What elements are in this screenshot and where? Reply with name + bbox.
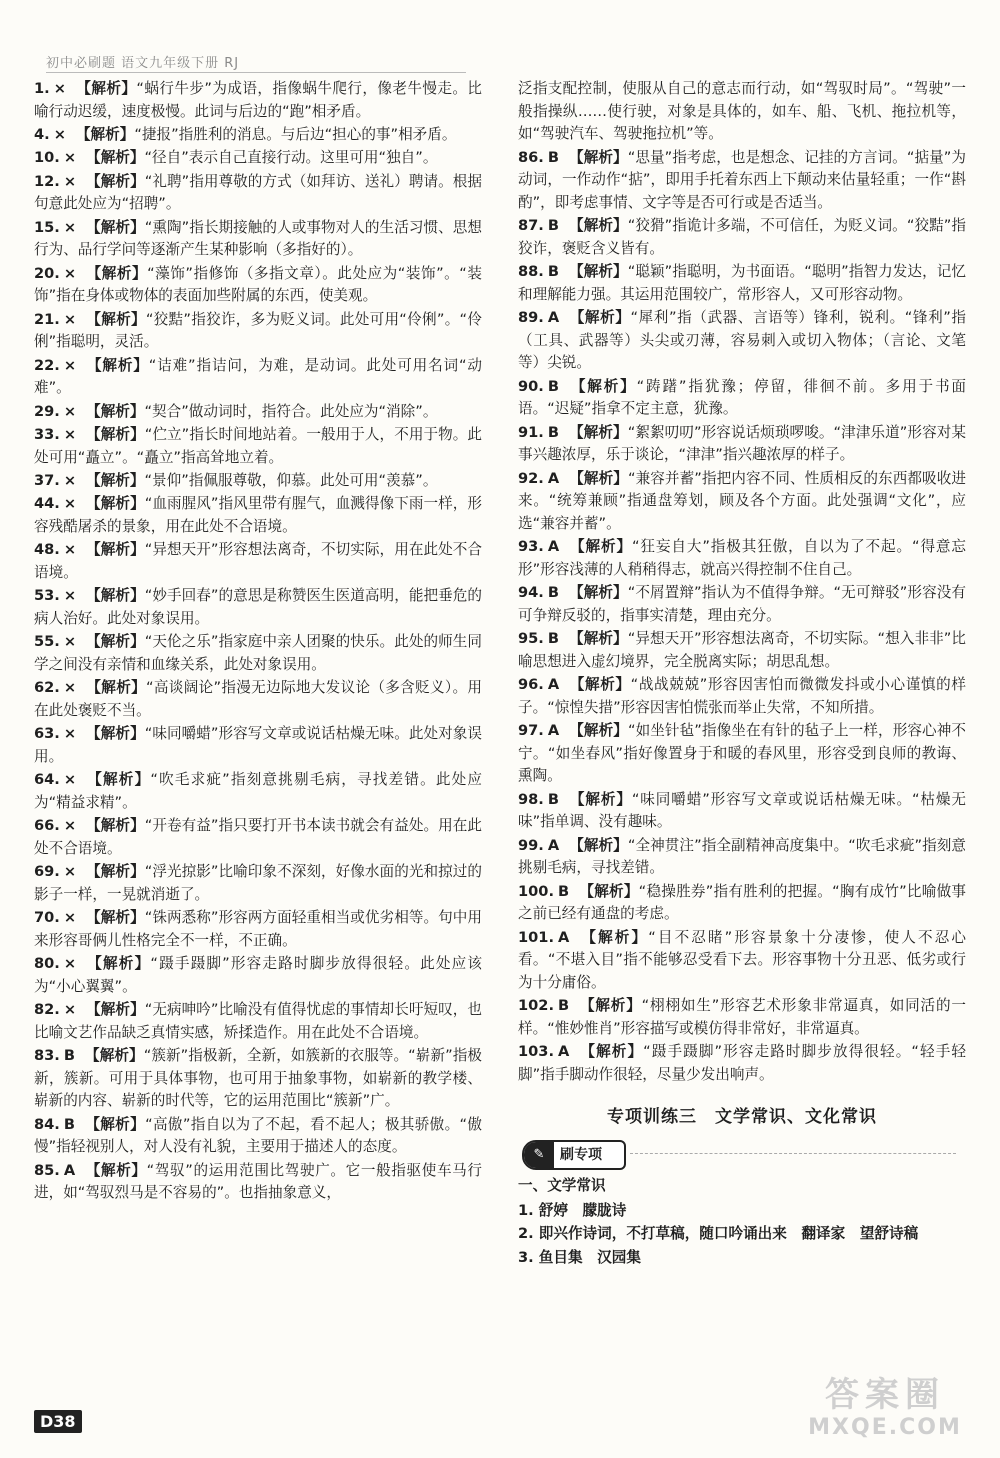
entry-num: 53. bbox=[34, 587, 60, 605]
entry-num: 84. bbox=[34, 1115, 60, 1133]
lit-item: 1. 舒婷 朦胧诗 bbox=[518, 1201, 627, 1219]
entry-text: “藻饰”指修饰（多指文章）。此处应为“装饰”。“装饰”指在身体或物体的表面加些附属的东西，使美观。 bbox=[34, 264, 482, 305]
entry-num: 92. bbox=[518, 469, 544, 487]
entry-num: 63. bbox=[34, 725, 60, 743]
entry-tag: 【解析】 bbox=[86, 771, 151, 789]
entry-ans: × bbox=[63, 149, 77, 167]
entry-ans: B bbox=[558, 882, 570, 900]
entry-tag: 【解析】 bbox=[86, 472, 145, 490]
entry-text: “血雨腥风”指风里带有腥气，血溅得像下雨一样，形容残酷屠杀的景象，用在此处不合语境。 bbox=[34, 495, 482, 536]
entry-tag: 【解析】 bbox=[569, 309, 631, 327]
entry-ans: A bbox=[547, 836, 560, 854]
entry-num: 64. bbox=[34, 771, 60, 789]
answer-entry bbox=[518, 307, 966, 375]
entry-tag: 【解析】 bbox=[579, 928, 649, 946]
entry-tag: 【解析】 bbox=[568, 423, 628, 441]
entry-tag: 【解析】 bbox=[86, 218, 145, 236]
entry-tag: 【解析】 bbox=[86, 725, 145, 743]
entry-ans: A bbox=[63, 1161, 76, 1179]
answer-entry bbox=[34, 124, 482, 147]
answer-entry bbox=[34, 677, 482, 722]
watermark-bottom: MXQE.COM bbox=[808, 1415, 962, 1440]
entry-text: “径自”表示自己直接行动。这里可用“独自”。 bbox=[144, 149, 438, 167]
entry-tag: 【解析】 bbox=[86, 402, 145, 420]
answer-entry bbox=[34, 815, 482, 860]
answer-entry bbox=[34, 217, 482, 262]
entry-ans: B bbox=[558, 997, 570, 1015]
badge-label: 刷专项 bbox=[560, 1147, 602, 1164]
answer-entry bbox=[34, 171, 482, 216]
entry-tag: 【解析】 bbox=[86, 149, 145, 167]
entry-text: “驾驭”的运用范围比驾驶广。它一般指驱使车马行进，如“驾驭烈马是不容易的”。也指抽象意义， bbox=[34, 1161, 482, 1202]
entry-ans: B bbox=[547, 148, 559, 166]
answer-entry bbox=[518, 720, 966, 788]
entry-num: 100. bbox=[518, 882, 555, 900]
entry-tag: 【解析】 bbox=[85, 1161, 147, 1179]
entry-text: “栩栩如生”形容艺术形象非常逼真，如同活的一样。“惟妙惟肖”形容描写或模仿得非常好，非常逼真。 bbox=[518, 997, 966, 1037]
entry-text: “伫立”指长时间地站着。一般用于人，不用于物。此处可用“矗立”。“矗立”指高耸地立着。 bbox=[34, 426, 482, 466]
answer-entry bbox=[34, 1114, 482, 1159]
entry-ans: × bbox=[63, 633, 77, 651]
entry-tag: 【解析】 bbox=[86, 817, 145, 835]
entry-num: 87. bbox=[518, 217, 544, 235]
left-column bbox=[34, 78, 482, 1206]
practice-badge bbox=[522, 1140, 626, 1170]
entry-ans: B bbox=[547, 584, 559, 602]
entry-tag: 【解析】 bbox=[86, 679, 147, 697]
badge-row bbox=[518, 1139, 966, 1169]
entry-num: 91. bbox=[518, 423, 544, 441]
entry-num: 4. bbox=[34, 125, 50, 143]
entry-ans: B bbox=[547, 630, 559, 648]
entry-num: 15. bbox=[34, 218, 60, 236]
entry-text: “踌躇”指犹豫；停留，徘徊不前。多用于书面语。“迟疑”指拿不定主意，犹豫。 bbox=[518, 377, 966, 418]
answer-entry bbox=[518, 536, 966, 581]
entry-tag: 【解析】 bbox=[86, 955, 151, 973]
entry-ans: B bbox=[547, 423, 559, 441]
entry-tag: 【解析】 bbox=[568, 790, 632, 808]
answer-entry bbox=[518, 881, 966, 926]
entry-text: “思量”指考虑，也是想念、记挂的方言词。“掂量”为动词，一作动作“掂”，即用手托着东西上下颠动来估量轻重；一作“斟酌”，即考虑事情、文字等是否可行或是否适当。 bbox=[518, 148, 966, 211]
entry-num: 96. bbox=[518, 676, 544, 694]
entry-num: 93. bbox=[518, 538, 544, 556]
entry-ans: × bbox=[63, 172, 77, 190]
entry-ans: A bbox=[558, 928, 570, 946]
watermark bbox=[790, 1375, 980, 1445]
entry-num: 90. bbox=[518, 377, 544, 395]
entry-num: 1. bbox=[34, 80, 50, 97]
entry-tag: 【解析】 bbox=[569, 469, 628, 487]
answer-entry bbox=[34, 470, 482, 493]
answer-entry bbox=[518, 628, 966, 673]
entry-text: “熏陶”指长期接触的人或事物对人的生活习惯、思想行为、品行学问等逐渐产生某种影响（多指好的）。 bbox=[34, 218, 482, 259]
entry-ans: B bbox=[63, 1115, 75, 1133]
entry-text: “目不忍睹”形容景象十分凄惨，使人不忍心看。“不堪入目”指不能够忍受看下去。形容事物十分丑恶、低劣或行为十分庸俗。 bbox=[518, 928, 966, 991]
entry-tag: 【解析】 bbox=[579, 882, 639, 900]
answer-entry bbox=[34, 78, 482, 123]
entry-ans: B bbox=[547, 217, 559, 235]
entry-text: “铢两悉称”形容两方面轻重相当或优劣相等。句中用来形容哥俩儿性格完全不一样，不正确。 bbox=[34, 909, 482, 949]
entry-ans: × bbox=[63, 495, 77, 513]
entry-ans: × bbox=[63, 771, 77, 789]
answer-entry bbox=[34, 539, 482, 584]
entry-num: 101. bbox=[518, 928, 555, 946]
answer-entry bbox=[518, 376, 966, 421]
entry-text: “全神贯注”指全副精神高度集中。“吹毛求疵”指刻意挑剔毛病，寻找差错。 bbox=[518, 836, 966, 877]
entry-num: 69. bbox=[34, 863, 60, 881]
entry-num: 97. bbox=[518, 722, 544, 740]
section-title: 专项训练三 文学常识、文化常识 bbox=[607, 1107, 877, 1128]
entry-text: “天伦之乐”指家庭中亲人团聚的快乐。此处的师生同学之间没有亲情和血缘关系，此处对象误用。 bbox=[34, 633, 482, 673]
entry-num: 94. bbox=[518, 584, 544, 602]
answer-entry bbox=[518, 1041, 966, 1086]
entry-num: 102. bbox=[518, 997, 555, 1015]
answer-entry bbox=[34, 907, 482, 952]
answer-entry bbox=[34, 1045, 482, 1113]
entry-text: “蹑手蹑脚”形容走路时脚步放得很轻。此处应该为“小心翼翼”。 bbox=[34, 955, 482, 995]
entry-ans: × bbox=[63, 587, 77, 605]
answer-entry bbox=[518, 835, 966, 880]
entry-ans: × bbox=[63, 218, 77, 236]
entry-text: “如坐针毡”指像坐在有针的毡子上一样，形容心神不宁。“如坐春风”指好像置身于和暖的春风里，形容受到良师的教诲、熏陶。 bbox=[518, 722, 966, 785]
entry-ans: A bbox=[547, 469, 560, 487]
entry-tag: 【解析】 bbox=[86, 863, 145, 881]
entry-ans: × bbox=[63, 863, 77, 881]
entry-num: 70. bbox=[34, 909, 60, 927]
answer-entry bbox=[34, 424, 482, 469]
answer-entry bbox=[518, 261, 966, 306]
entry-text: “味同嚼蜡”形容写文章或说话枯燥无味。“枯燥无味”指单调、没有趣味。 bbox=[518, 790, 966, 831]
entry-text: “异想天开”形容想法离奇，不切实际。“想入非非”比喻思想进入虚幻境界，完全脱离实际；胡思乱想。 bbox=[518, 630, 966, 670]
entry-ans: A bbox=[547, 309, 560, 327]
entry-num: 95. bbox=[518, 630, 544, 648]
entry-num: 55. bbox=[34, 633, 60, 651]
answer-entry bbox=[518, 927, 966, 995]
entry-ans: × bbox=[63, 310, 77, 328]
entry-text: “战战兢兢”形容因害怕而微微发抖或小心谨慎的样子。“惊惶失措”形容因害怕慌张而举止失常，不知所措。 bbox=[518, 676, 966, 716]
answer-entry bbox=[34, 861, 482, 906]
entry-tag: 【解析】 bbox=[568, 263, 628, 281]
entry-text: “高傲”指自以为了不起，看不起人；极其骄傲。“傲慢”指轻视别人，对人没有礼貌，主要用于描述人的态度。 bbox=[34, 1115, 482, 1156]
entry-num: 66. bbox=[34, 817, 60, 835]
entry-tag: 【解析】 bbox=[86, 264, 148, 282]
entry-ans: A bbox=[547, 676, 560, 694]
right-column bbox=[518, 78, 966, 1270]
answer-entry bbox=[518, 147, 966, 215]
answer-entry bbox=[34, 1160, 482, 1205]
entry-text: “契合”做动词时，指符合。此处应为“消除”。 bbox=[144, 402, 438, 420]
entry-text: “妙手回春”的意思是称赞医生医道高明，能把垂危的病人治好。此处对象误用。 bbox=[34, 587, 482, 628]
answer-entry bbox=[34, 147, 482, 170]
answer-entry bbox=[518, 78, 966, 146]
entry-text: “捷报”指胜利的消息。与后边“担心的事”相矛盾。 bbox=[134, 125, 457, 143]
entry-text: “犀利”指（武器、言语等）锋利，锐利。“锋利”指（工具、武器等）头尖或刃薄，容易刺入或切入物体；（言论、文笔等）尖锐。 bbox=[518, 309, 966, 372]
entry-num: 82. bbox=[34, 1001, 60, 1019]
entry-ans: × bbox=[63, 402, 77, 420]
entry-num: 29. bbox=[34, 402, 60, 420]
answer-entry bbox=[518, 582, 966, 627]
answer-entry bbox=[34, 585, 482, 630]
entry-ans: B bbox=[63, 1047, 75, 1065]
entry-ans: B bbox=[547, 377, 559, 395]
entry-num: 48. bbox=[34, 541, 60, 559]
entry-num: 62. bbox=[34, 679, 60, 697]
entry-num: 103. bbox=[518, 1043, 555, 1061]
entry-text: “狡猾”指诡计多端，不可信任，为贬义词。“狡黠”指狡诈，褒贬含义皆有。 bbox=[518, 217, 966, 257]
entry-num: 21. bbox=[34, 310, 60, 328]
entry-tag: 【解析】 bbox=[86, 1001, 145, 1019]
answer-entry bbox=[34, 309, 482, 354]
entry-text: “蹑手蹑脚”形容走路时脚步放得很轻。“轻手轻脚”指手脚动作很轻，尽量少发出响声。 bbox=[518, 1043, 966, 1083]
entry-ans: × bbox=[53, 80, 66, 97]
answer-entry bbox=[518, 422, 966, 467]
entry-text: “诘难”指诘问，为难，是动词。此处可用名词“动难”。 bbox=[34, 356, 482, 397]
entry-ans: B bbox=[547, 263, 559, 281]
entry-tag: 【解析】 bbox=[86, 426, 145, 444]
dashed-divider bbox=[630, 1153, 956, 1154]
entry-num: 98. bbox=[518, 790, 544, 808]
entry-tag: 【解析】 bbox=[568, 630, 628, 648]
entry-tag: 【解析】 bbox=[568, 377, 637, 395]
entry-ans: × bbox=[63, 264, 77, 282]
answer-entry bbox=[34, 953, 482, 998]
entry-text: “吹毛求疵”指刻意挑剔毛病，寻找差错。此处应为“精益求精”。 bbox=[34, 771, 482, 811]
entry-text: 泛指支配控制，使服从自己的意志而行动，如“驾驭时局”。“驾驶”一般指操纵……使行驶，对象是具体的，如车、船、飞机、拖拉机等，如“驾驶汽车、驾驶拖拉机”等。 bbox=[518, 80, 966, 143]
right-entries bbox=[518, 78, 966, 1086]
entry-num: 33. bbox=[34, 426, 60, 444]
entry-tag: 【解析】 bbox=[86, 541, 145, 559]
entry-ans: × bbox=[53, 125, 66, 143]
entry-text: “稳操胜券”指有胜利的把握。“胸有成竹”比喻做事之前已经有通盘的考虑。 bbox=[518, 882, 966, 923]
entry-tag: 【解析】 bbox=[569, 676, 631, 694]
lit-item: 2. 即兴作诗词，不打草稿，随口吟诵出来 翻译家 望舒诗稿 bbox=[518, 1225, 919, 1243]
entry-num: 88. bbox=[518, 263, 544, 281]
answer-entry bbox=[518, 215, 966, 260]
entry-tag: 【解析】 bbox=[579, 1043, 644, 1061]
entry-ans: × bbox=[63, 1001, 77, 1019]
entry-num: 80. bbox=[34, 955, 60, 973]
entry-tag: 【解析】 bbox=[568, 217, 628, 235]
entry-text: “高谈阔论”指漫无边际地大发议论（多含贬义）。用在此处褒贬不当。 bbox=[34, 679, 482, 719]
entry-ans: × bbox=[63, 817, 77, 835]
watermark-top: 答案圈 bbox=[825, 1375, 945, 1415]
entry-tag: 【解析】 bbox=[86, 633, 145, 651]
entry-num: 20. bbox=[34, 264, 60, 282]
entry-text: “絮絮叨叨”形容说话烦琐啰唆。“津津乐道”形容对某事兴趣浓厚，乐于谈论，“津津”指兴趣浓厚的样子。 bbox=[518, 423, 966, 464]
entry-text: “不屑置辩”指认为不值得争辩。“无可辩驳”形容没有可争辩反驳的，指事实清楚，理由充分。 bbox=[518, 584, 966, 624]
entry-tag: 【解析】 bbox=[569, 836, 628, 854]
answer-entry bbox=[34, 999, 482, 1044]
brush-icon: ✎ bbox=[524, 1142, 554, 1168]
answer-entry bbox=[34, 723, 482, 768]
answer-entry bbox=[518, 995, 966, 1040]
entry-num: 99. bbox=[518, 836, 544, 854]
entry-num: 83. bbox=[34, 1047, 60, 1065]
entry-text: “狂妄自大”指极其狂傲，自以为了不起。“得意忘形”形容浅薄的人稍稍得志，就高兴得控制不住自己。 bbox=[518, 538, 966, 578]
entry-text: “蜗行牛步”为成语，指像蜗牛爬行，像老牛慢走。比喻行动迟缓，速度极慢。此词与后边的“跑”相矛盾。 bbox=[34, 80, 482, 120]
entry-tag: 【解析】 bbox=[86, 172, 145, 190]
answer-entry bbox=[34, 263, 482, 308]
entry-text: “味同嚼蜡”形容写文章或说话枯燥无味。此处对象误用。 bbox=[34, 725, 482, 765]
entry-text: “景仰”指佩服尊敬，仰慕。此处可用“羡慕”。 bbox=[144, 472, 438, 490]
entry-tag: 【解析】 bbox=[569, 722, 628, 740]
entry-tag: 【解析】 bbox=[86, 909, 145, 927]
answer-entry bbox=[34, 355, 482, 400]
entry-ans: B bbox=[547, 790, 559, 808]
entry-ans: A bbox=[547, 722, 560, 740]
entry-ans: × bbox=[63, 909, 77, 927]
entry-text: “礼聘”指用尊敬的方式（如拜访、送礼）聘请。根据句意此处应为“招聘”。 bbox=[34, 172, 482, 213]
entry-ans: × bbox=[63, 472, 77, 490]
entry-num: 86. bbox=[518, 148, 544, 166]
answer-entry bbox=[34, 769, 482, 814]
subsection-heading: 一、文学常识 bbox=[518, 1177, 606, 1195]
entry-num: 44. bbox=[34, 495, 60, 513]
entry-num: 10. bbox=[34, 149, 60, 167]
entry-tag: 【解析】 bbox=[568, 584, 628, 602]
entry-ans: × bbox=[63, 541, 77, 559]
entry-tag: 【解析】 bbox=[569, 538, 632, 556]
entry-text: “兼容并蓄”指把内容不同、性质相反的东西都吸收进来。“统筹兼顾”指通盘筹划，顾及各个方面。此处强调“文化”，应选“兼容并蓄”。 bbox=[518, 469, 966, 532]
entry-ans: × bbox=[63, 955, 77, 973]
entry-tag: 【解析】 bbox=[568, 148, 628, 166]
entry-num: 89. bbox=[518, 309, 544, 327]
answer-entry bbox=[34, 401, 482, 424]
entry-ans: × bbox=[63, 725, 77, 743]
answer-entry bbox=[518, 468, 966, 536]
answer-entry bbox=[34, 631, 482, 676]
entry-ans: × bbox=[63, 356, 77, 374]
page-number: D38 bbox=[34, 1410, 82, 1433]
entry-tag: 【解析】 bbox=[75, 125, 135, 143]
entry-ans: A bbox=[558, 1043, 570, 1061]
entry-text: “簇新”指极新，全新，如簇新的衣服等。“崭新”指极新，簇新。可用于具体事物，也可用于抽象事物，如崭新的教学楼、崭新的内容、崭新的时代等，它的运用范围比“簇新”广。 bbox=[34, 1047, 482, 1110]
entry-ans: × bbox=[63, 426, 77, 444]
entry-num: 22. bbox=[34, 356, 60, 374]
entry-text: “异想天开”形容想法离奇，不切实际，用在此处不合语境。 bbox=[34, 541, 482, 582]
entry-text: “聪颖”指聪明，为书面语。“聪明”指智力发达，记忆和理解能力强。其运用范围较广，常形容人，又可形容动物。 bbox=[518, 263, 966, 303]
entry-tag: 【解析】 bbox=[75, 80, 137, 97]
entry-text: “开卷有益”指只要打开书本读书就会有益处。用在此处不合语境。 bbox=[34, 817, 482, 857]
entry-num: 12. bbox=[34, 172, 60, 190]
answer-entry bbox=[34, 493, 482, 538]
running-header: 初中必刷题 语文九年级下册 RJ bbox=[46, 52, 466, 73]
entry-ans: A bbox=[547, 538, 560, 556]
answer-entry bbox=[518, 674, 966, 719]
entry-num: 37. bbox=[34, 472, 60, 490]
entry-text: “狡黠”指狡诈，多为贬义词。此处可用“伶俐”。“伶俐”指聪明，灵活。 bbox=[34, 310, 482, 351]
entry-text: “无病呻吟”比喻没有值得忧虑的事情却长吁短叹，也比喻文艺作品缺乏真情实感，矫揉造作。用在此处不合语境。 bbox=[34, 1001, 482, 1041]
entry-text: “浮光掠影”比喻印象不深刻，好像水面的光和掠过的影子一样，一晃就消逝了。 bbox=[34, 863, 482, 903]
entry-ans: × bbox=[63, 679, 77, 697]
answer-entry bbox=[518, 789, 966, 834]
entry-tag: 【解析】 bbox=[86, 356, 149, 374]
entry-tag: 【解析】 bbox=[86, 587, 145, 605]
entry-tag: 【解析】 bbox=[86, 310, 146, 328]
lit-item: 3. 鱼目集 汉园集 bbox=[518, 1248, 641, 1266]
entry-tag: 【解析】 bbox=[84, 1047, 144, 1065]
entry-tag: 【解析】 bbox=[84, 1115, 146, 1133]
entry-tag: 【解析】 bbox=[579, 997, 642, 1015]
entry-num: 85. bbox=[34, 1161, 60, 1179]
entry-tag: 【解析】 bbox=[86, 495, 145, 513]
